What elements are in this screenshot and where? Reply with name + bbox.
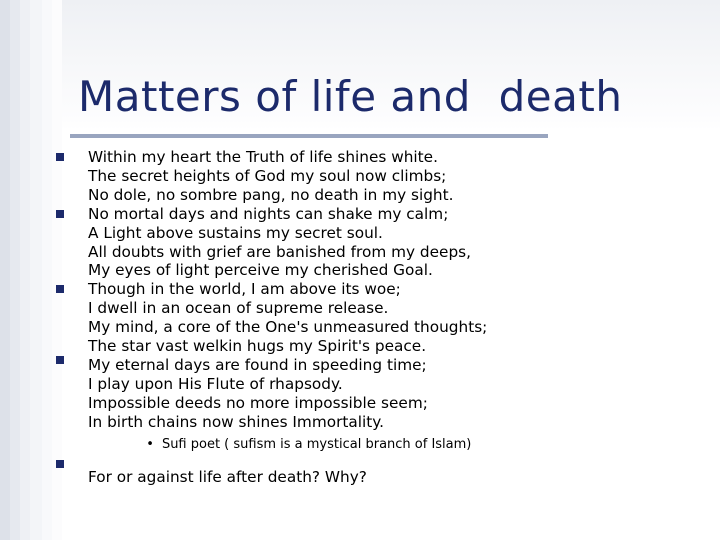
poem-line: In birth chains now shines Immortality. <box>88 412 384 431</box>
poem-line: The star vast welkin hugs my Spirit's peace. <box>88 337 427 356</box>
bullet-marker-4 <box>56 356 64 364</box>
poem-line: My eyes of light perceive my cherished Goal. <box>88 261 433 280</box>
poem-line: No dole, no sombre pang, no death in my sight. <box>88 185 454 204</box>
poem-line: My eternal days are found in speeding time; <box>88 355 427 374</box>
bullet-marker-1 <box>56 153 64 161</box>
bullet-marker-3 <box>56 285 64 293</box>
poem-line: I dwell in an ocean of supreme release. <box>88 299 389 318</box>
poem-line: Impossible deeds no more impossible seem; <box>88 393 428 412</box>
question-item: For or against life after death? Why? <box>88 468 367 486</box>
poem-text <box>88 148 487 432</box>
poem-line: I play upon His Flute of rhapsody. <box>88 374 343 393</box>
poem-line: All doubts with grief are banished from my deeps, <box>88 242 471 261</box>
slide-side-gradient <box>0 0 62 540</box>
sub-bullet-item <box>138 422 471 452</box>
sub-bullet-dot: • <box>146 437 154 452</box>
poem-line: My mind, a core of the One's unmeasured thoughts; <box>88 318 488 337</box>
slide-title: Matters of life and death <box>78 72 623 121</box>
title-underline <box>70 134 548 138</box>
bullet-marker-5 <box>56 460 64 468</box>
poem-line: Though in the world, I am above its woe; <box>88 280 401 299</box>
bullet-marker-2 <box>56 210 64 218</box>
sub-bullet-text: Sufi poet ( sufism is a mystical branch of Islam) <box>161 437 472 452</box>
poem-line: Within my heart the Truth of life shines white. <box>88 148 438 166</box>
poem-line: A Light above sustains my secret soul. <box>88 223 383 242</box>
poem-line: The secret heights of God my soul now climbs; <box>88 166 447 185</box>
poem-line: No mortal days and nights can shake my calm; <box>88 204 449 223</box>
